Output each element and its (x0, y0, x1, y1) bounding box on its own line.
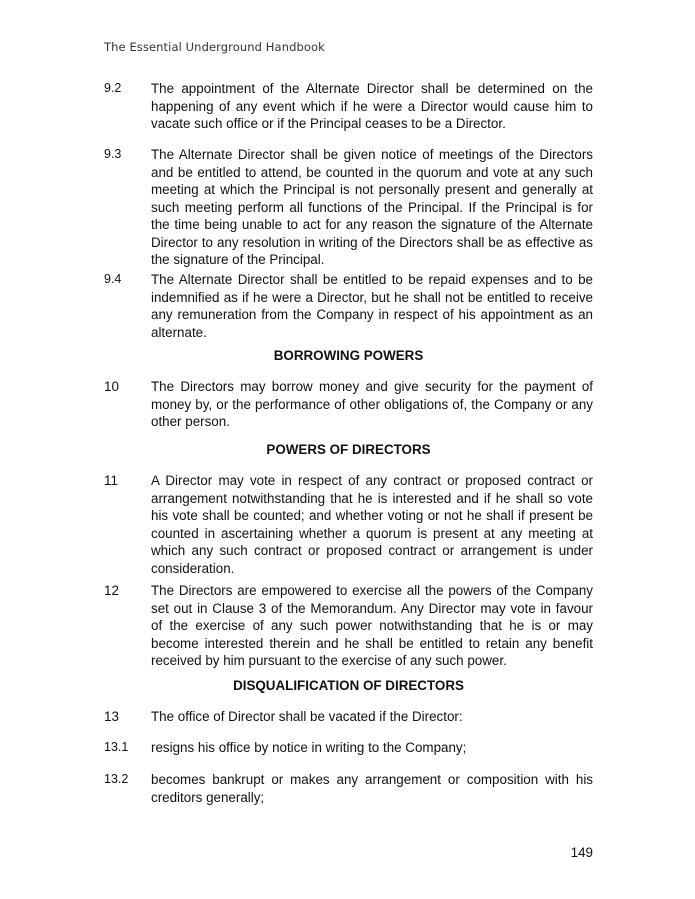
clause-9-3 (104, 146, 593, 269)
clause-text: The Alternate Director shall be given notice of meetings of the Directors and be entitled to attend, be counted in the quorum and vote at any such meeting at which the Principal is not personally present and generally at such meeting perform all functions of the Principal. If the Principal is for the time being unable to act for any reason the signature of the Alternate Director to any resolution in writing of the Directors shall be as effective as the signature of the Principal. (151, 147, 593, 267)
page-number: 149 (570, 845, 593, 860)
clause-number: 9.3 (104, 147, 122, 161)
clause-number: 13 (104, 709, 119, 724)
clause-10 (104, 378, 593, 431)
running-header: The Essential Underground Handbook (104, 40, 325, 54)
heading-borrowing-powers: BORROWING POWERS (273, 348, 424, 363)
clause-text: The appointment of the Alternate Director shall be determined on the happening of any event which if he were a Director would cause him to vacate such office or if the Principal ceases to be a Director. (151, 81, 593, 131)
clause-text: The Alternate Director shall be entitled to be repaid expenses and to be indemnified as if he were a Director, but he shall not be entitled to receive any remuneration from the Company in respect of his appointment as an alternate. (151, 272, 593, 340)
clause-9-2 (104, 80, 593, 133)
clause-9-4 (104, 271, 593, 341)
clause-13 (104, 708, 593, 726)
heading-powers-of-directors: POWERS OF DIRECTORS (266, 442, 431, 457)
clause-text: becomes bankrupt or makes any arrangement or composition with his creditors generally; (151, 772, 593, 805)
clause-number: 9.2 (104, 81, 122, 95)
heading-disqualification-of-directors: DISQUALIFICATION OF DIRECTORS (233, 678, 464, 693)
clause-11 (104, 472, 593, 577)
clause-13-1 (104, 739, 593, 757)
clause-number: 9.4 (104, 272, 122, 286)
clause-number: 12 (104, 583, 119, 598)
clause-13-2 (104, 771, 593, 806)
clause-number: 11 (104, 473, 118, 488)
clause-number: 10 (104, 379, 119, 394)
clause-text: The office of Director shall be vacated if the Director: (151, 709, 463, 724)
clause-text: The Directors are empowered to exercise all the powers of the Company set out in Clause 3 of the Memorandum. Any Director may vote in favour of the exercise of any such power notwithstanding that he is or may become interested therein and he shall be entitled to retain any benefit received by him pursuant to the exercise of any such power. (151, 583, 593, 668)
clause-number: 13.2 (104, 772, 129, 786)
clause-12 (104, 582, 593, 670)
clause-text: resigns his office by notice in writing to the Company; (151, 740, 467, 755)
clause-text: A Director may vote in respect of any contract or proposed contract or arrangement notwithstanding that he is interested and if he shall so vote his vote shall be counted; and whether voting or not he shall if present be counted in ascertaining whether a quorum is present at any meeting at which any such contract or proposed contract or arrangement is under consideration. (151, 473, 593, 576)
clause-number: 13.1 (104, 740, 129, 754)
clause-text: The Directors may borrow money and give security for the payment of money by, or the performance of other obligations of, the Company or any other person. (151, 379, 593, 429)
